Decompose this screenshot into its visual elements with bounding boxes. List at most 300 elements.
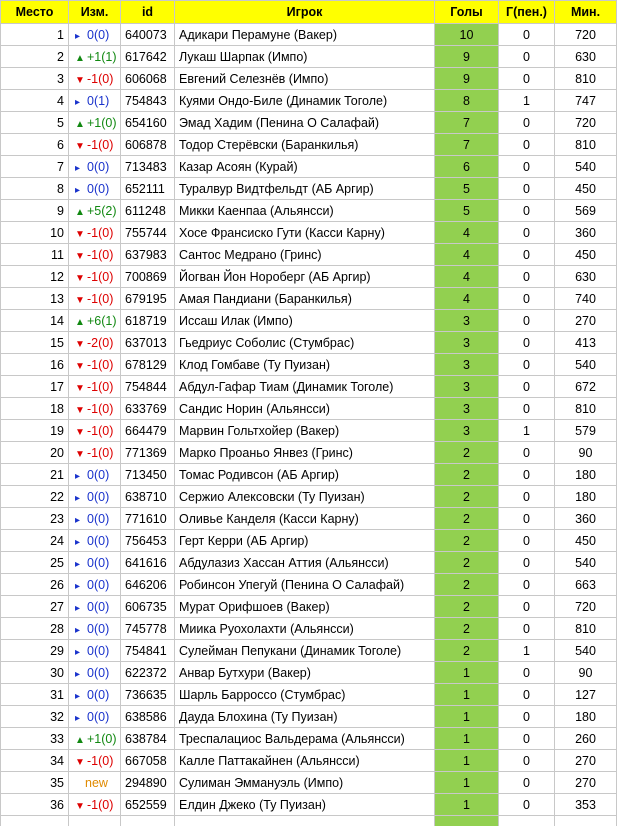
goals-cell: 9 [435, 46, 499, 68]
table-row[interactable] [1, 574, 617, 596]
minutes-cell: 569 [555, 200, 617, 222]
penalty-goals-cell: 0 [499, 618, 555, 640]
place-cell: 6 [1, 134, 69, 156]
col-header-place[interactable]: Место [1, 1, 69, 24]
place-cell: 3 [1, 68, 69, 90]
table-row[interactable] [1, 200, 617, 222]
minutes-cell: 127 [555, 684, 617, 706]
table-row[interactable] [1, 178, 617, 200]
minutes-cell: 540 [555, 156, 617, 178]
player-id-cell: 606735 [121, 596, 175, 618]
penalty-goals-cell: 0 [499, 134, 555, 156]
change-value: -1(0) [87, 754, 113, 768]
minutes-cell: 740 [555, 288, 617, 310]
goals-cell: 4 [435, 266, 499, 288]
change-cell [69, 68, 121, 90]
arrow-down-icon: ▼ [75, 295, 87, 306]
player-id-cell: 771610 [121, 508, 175, 530]
place-cell: 5 [1, 112, 69, 134]
player-id-cell: 618719 [121, 310, 175, 332]
change-value: -1(0) [87, 798, 113, 812]
col-header-id[interactable]: id [121, 1, 175, 24]
player-id-cell: 638784 [121, 728, 175, 750]
player-id-cell: 652111 [121, 178, 175, 200]
table-row[interactable] [1, 332, 617, 354]
place-cell: 32 [1, 706, 69, 728]
table-row[interactable] [1, 772, 617, 794]
table-row[interactable] [1, 618, 617, 640]
player-id-cell: 700869 [121, 266, 175, 288]
change-cell [69, 574, 121, 596]
change-cell [69, 420, 121, 442]
minutes-cell: 360 [555, 508, 617, 530]
table-row[interactable] [1, 24, 617, 46]
change-cell [69, 596, 121, 618]
header-row [1, 1, 617, 24]
player-name-cell: Микки Каенпаа (Альянсси) [175, 200, 435, 222]
arrow-right-icon: ▸ [75, 647, 87, 658]
place-cell: 15 [1, 332, 69, 354]
penalty-goals-cell: 0 [499, 574, 555, 596]
change-value: -1(0) [87, 292, 113, 306]
penalty-goals-cell: 0 [499, 376, 555, 398]
place-cell: 18 [1, 398, 69, 420]
table-row[interactable] [1, 442, 617, 464]
player-name-cell: Дауда Блохина (Ту Пуизан) [175, 706, 435, 728]
change-value: 0(0) [87, 556, 109, 570]
table-row[interactable] [1, 398, 617, 420]
change-cell [69, 442, 121, 464]
table-row[interactable] [1, 750, 617, 772]
arrow-down-icon: ▼ [75, 405, 87, 416]
table-row[interactable] [1, 530, 617, 552]
change-value: +6(1) [87, 314, 117, 328]
minutes-cell: 720 [555, 596, 617, 618]
new-badge: new [75, 776, 108, 790]
col-header-change[interactable]: Изм. [69, 1, 121, 24]
place-cell: 7 [1, 156, 69, 178]
minutes-cell: 720 [555, 112, 617, 134]
table-row[interactable] [1, 288, 617, 310]
minutes-cell: 270 [555, 772, 617, 794]
change-cell [69, 200, 121, 222]
change-cell [69, 486, 121, 508]
goals-cell: 5 [435, 178, 499, 200]
table-row[interactable] [1, 552, 617, 574]
place-cell: 12 [1, 266, 69, 288]
change-cell [69, 376, 121, 398]
player-name-cell: Адикари Перамуне (Вакер) [175, 24, 435, 46]
change-cell [69, 706, 121, 728]
goals-cell: 1 [435, 728, 499, 750]
goals-cell: 3 [435, 398, 499, 420]
minutes-cell: 630 [555, 266, 617, 288]
table-row[interactable] [1, 90, 617, 112]
penalty-goals-cell: 0 [499, 68, 555, 90]
arrow-down-icon: ▼ [75, 229, 87, 240]
goals-cell: 2 [435, 596, 499, 618]
change-cell [69, 398, 121, 420]
minutes-cell: 270 [555, 310, 617, 332]
change-value: +1(1) [87, 50, 117, 64]
table-row[interactable] [1, 46, 617, 68]
player-name-cell: Тодор Стерёвски (Баранкилья) [175, 134, 435, 156]
penalty-goals-cell: 0 [499, 684, 555, 706]
player-name-cell: Йогван Йон Нороберг (АБ Аргир) [175, 266, 435, 288]
goals-cell: 2 [435, 464, 499, 486]
arrow-down-icon: ▼ [75, 757, 87, 768]
arrow-right-icon: ▸ [75, 625, 87, 636]
place-cell: 1 [1, 24, 69, 46]
place-cell: 28 [1, 618, 69, 640]
change-value: 0(0) [87, 600, 109, 614]
change-value: -1(0) [87, 72, 113, 86]
player-name-cell: Анвар Бутхури (Вакер) [175, 662, 435, 684]
arrow-down-icon: ▼ [75, 383, 87, 394]
player-id-cell: 754841 [121, 640, 175, 662]
goals-cell: 3 [435, 354, 499, 376]
player-name-cell: Абдул-Гафар Тиам (Динамик Тоголе) [175, 376, 435, 398]
change-value: 0(0) [87, 622, 109, 636]
table-row[interactable] [1, 222, 617, 244]
col-header-minutes[interactable]: Мин. [555, 1, 617, 24]
arrow-down-icon: ▼ [75, 141, 87, 152]
minutes-cell: 810 [555, 68, 617, 90]
change-cell [69, 288, 121, 310]
place-cell: 16 [1, 354, 69, 376]
player-id-cell: 637013 [121, 332, 175, 354]
penalty-goals-cell: 0 [499, 310, 555, 332]
change-cell [69, 222, 121, 244]
penalty-goals-cell: 0 [499, 112, 555, 134]
change-value: 0(0) [87, 666, 109, 680]
place-cell: 21 [1, 464, 69, 486]
change-cell [69, 332, 121, 354]
table-row[interactable] [1, 134, 617, 156]
penalty-goals-cell: 0 [499, 530, 555, 552]
player-name-cell: Иссаш Илак (Импо) [175, 310, 435, 332]
player-name-cell: Марвин Гольтхойер (Вакер) [175, 420, 435, 442]
table-row[interactable] [1, 310, 617, 332]
change-cell [69, 728, 121, 750]
minutes-cell: 810 [555, 134, 617, 156]
penalty-goals-cell: 0 [499, 354, 555, 376]
minutes-cell: 90 [555, 662, 617, 684]
minutes-cell: 450 [555, 178, 617, 200]
penalty-goals-cell: 0 [499, 398, 555, 420]
change-value: -1(0) [87, 424, 113, 438]
change-value: +5(2) [87, 204, 117, 218]
player-id-cell: 667058 [121, 750, 175, 772]
change-cell [69, 310, 121, 332]
player-id-cell: 617642 [121, 46, 175, 68]
player-name-cell: Лукаш Шарпак (Импо) [175, 46, 435, 68]
player-id-cell: 652559 [121, 794, 175, 816]
goals-cell: 7 [435, 134, 499, 156]
change-value: 0(0) [87, 160, 109, 174]
arrow-right-icon: ▸ [75, 713, 87, 724]
place-cell: 26 [1, 574, 69, 596]
table-row[interactable] [1, 68, 617, 90]
minutes-cell: 353 [555, 794, 617, 816]
goals-cell: 2 [435, 618, 499, 640]
player-id-cell: 679195 [121, 288, 175, 310]
place-cell: 33 [1, 728, 69, 750]
arrow-down-icon: ▼ [75, 801, 87, 812]
minutes-cell: 270 [555, 750, 617, 772]
goals-cell: 2 [435, 508, 499, 530]
minutes-cell: 810 [555, 398, 617, 420]
table-row[interactable] [1, 508, 617, 530]
goals-cell: 2 [435, 442, 499, 464]
goals-cell: 8 [435, 90, 499, 112]
col-header-penalties[interactable]: Г(пен.) [499, 1, 555, 24]
minutes-cell: 747 [555, 90, 617, 112]
player-id-cell: 606878 [121, 134, 175, 156]
minutes-cell: 450 [555, 530, 617, 552]
arrow-right-icon: ▸ [75, 471, 87, 482]
minutes-cell: 540 [555, 552, 617, 574]
player-id-cell: 633769 [121, 398, 175, 420]
minutes-cell: 180 [555, 464, 617, 486]
change-cell [69, 552, 121, 574]
arrow-up-icon: ▲ [75, 119, 87, 130]
penalty-goals-cell: 0 [499, 24, 555, 46]
table-row[interactable] [1, 244, 617, 266]
change-cell [69, 662, 121, 684]
arrow-up-icon: ▲ [75, 207, 87, 218]
table-row[interactable] [1, 662, 617, 684]
player-name-cell: Евгений Селезнёв (Импо) [175, 68, 435, 90]
arrow-right-icon: ▸ [75, 163, 87, 174]
change-value: 0(0) [87, 644, 109, 658]
player-name-cell: Гьедриус Соболис (Стумбрас) [175, 332, 435, 354]
goals-cell: 2 [435, 552, 499, 574]
change-cell [69, 772, 121, 794]
player-name-cell: Герт Керри (АБ Аргир) [175, 530, 435, 552]
arrow-right-icon: ▸ [75, 669, 87, 680]
player-name-cell: Елдин Джеко (Ту Пуизан) [175, 794, 435, 816]
player-id-cell: 745778 [121, 618, 175, 640]
penalty-goals-cell: 0 [499, 244, 555, 266]
arrow-down-icon: ▼ [75, 75, 87, 86]
player-name-cell: Марко Проаньо Янвез (Гринс) [175, 442, 435, 464]
penalty-goals-cell: 0 [499, 552, 555, 574]
change-value: +1(0) [87, 732, 117, 746]
player-id-cell: 736635 [121, 684, 175, 706]
place-cell: 35 [1, 772, 69, 794]
goals-cell: 4 [435, 288, 499, 310]
goals-cell: 2 [435, 640, 499, 662]
arrow-down-icon: ▼ [75, 339, 87, 350]
change-value: 0(0) [87, 512, 109, 526]
table-row[interactable] [1, 376, 617, 398]
change-value: -1(0) [87, 270, 113, 284]
player-name-cell: Мурат Орифшоев (Вакер) [175, 596, 435, 618]
penalty-goals-cell: 0 [499, 486, 555, 508]
player-id-cell: 713450 [121, 464, 175, 486]
player-id-cell: 771369 [121, 442, 175, 464]
change-value: -1(0) [87, 358, 113, 372]
table-row[interactable] [1, 596, 617, 618]
player-name-cell: Амая Пандиани (Баранкилья) [175, 288, 435, 310]
goals-cell: 3 [435, 310, 499, 332]
arrow-up-icon: ▲ [75, 317, 87, 328]
player-id-cell: 646206 [121, 574, 175, 596]
change-cell [69, 750, 121, 772]
change-cell [69, 640, 121, 662]
change-value: -1(0) [87, 248, 113, 262]
player-id-cell: 754844 [121, 376, 175, 398]
table-row[interactable] [1, 354, 617, 376]
goals-cell: 1 [435, 662, 499, 684]
player-name-cell: Шарль Барроссо (Стумбрас) [175, 684, 435, 706]
change-value: +1(0) [87, 116, 117, 130]
player-name-cell: Клод Гомбаве (Ту Пуизан) [175, 354, 435, 376]
penalty-goals-cell: 0 [499, 156, 555, 178]
goals-cell: 2 [435, 530, 499, 552]
penalty-goals-cell: 0 [499, 266, 555, 288]
arrow-up-icon: ▲ [75, 735, 87, 746]
penalty-goals-cell: 0 [499, 222, 555, 244]
goals-cell: 3 [435, 332, 499, 354]
change-cell [69, 794, 121, 816]
penalty-goals-cell: 0 [499, 288, 555, 310]
place-cell: 13 [1, 288, 69, 310]
col-header-player[interactable]: Игрок [175, 1, 435, 24]
player-name-cell: Туралвур Видтфельдт (АБ Аргир) [175, 178, 435, 200]
goals-cell: 2 [435, 574, 499, 596]
change-cell [69, 464, 121, 486]
player-name-cell: Робинсон Упегуй (Пенина О Салафай) [175, 574, 435, 596]
arrow-up-icon: ▲ [75, 53, 87, 64]
place-cell: 30 [1, 662, 69, 684]
penalty-goals-cell: 1 [499, 90, 555, 112]
player-name-cell: Казар Асоян (Курай) [175, 156, 435, 178]
change-value: -1(0) [87, 226, 113, 240]
change-value: 0(0) [87, 578, 109, 592]
table-row[interactable] [1, 266, 617, 288]
change-value: 0(0) [87, 710, 109, 724]
table-row[interactable] [1, 706, 617, 728]
penalty-goals-cell: 0 [499, 728, 555, 750]
player-id-cell: 756453 [121, 530, 175, 552]
table-row[interactable] [1, 794, 617, 816]
player-id-cell: 622372 [121, 662, 175, 684]
goals-cell: 4 [435, 244, 499, 266]
table-row[interactable] [1, 684, 617, 706]
goals-cell: 1 [435, 684, 499, 706]
arrow-right-icon: ▸ [75, 185, 87, 196]
place-cell: 10 [1, 222, 69, 244]
minutes-cell: 540 [555, 354, 617, 376]
table-row[interactable] [1, 156, 617, 178]
table-row[interactable] [1, 420, 617, 442]
penalty-goals-cell: 0 [499, 332, 555, 354]
penalty-goals-cell: 0 [499, 794, 555, 816]
change-cell [69, 134, 121, 156]
change-value: 0(0) [87, 688, 109, 702]
minutes-cell: 413 [555, 332, 617, 354]
place-cell: 24 [1, 530, 69, 552]
table-row[interactable] [1, 728, 617, 750]
player-id-cell: 637983 [121, 244, 175, 266]
minutes-cell: 720 [555, 24, 617, 46]
change-value: 0(1) [87, 94, 109, 108]
player-id-cell: 638586 [121, 706, 175, 728]
change-cell [69, 156, 121, 178]
change-value: -1(0) [87, 402, 113, 416]
place-cell: 2 [1, 46, 69, 68]
player-id-cell: 755744 [121, 222, 175, 244]
place-cell: 8 [1, 178, 69, 200]
minutes-cell: 663 [555, 574, 617, 596]
player-id-cell: 754843 [121, 90, 175, 112]
change-value: 0(0) [87, 490, 109, 504]
change-cell [69, 112, 121, 134]
minutes-cell: 579 [555, 420, 617, 442]
penalty-goals-cell: 0 [499, 750, 555, 772]
table-row[interactable] [1, 112, 617, 134]
change-value: 0(0) [87, 182, 109, 196]
change-cell [69, 354, 121, 376]
place-cell: 23 [1, 508, 69, 530]
goals-cell: 4 [435, 222, 499, 244]
goals-cell: 1 [435, 772, 499, 794]
place-cell: 36 [1, 794, 69, 816]
table-row[interactable] [1, 640, 617, 662]
place-cell: 25 [1, 552, 69, 574]
player-name-cell: Хосе Франсиско Гути (Касси Карну) [175, 222, 435, 244]
minutes-cell: 360 [555, 222, 617, 244]
minutes-cell: 180 [555, 706, 617, 728]
goals-cell: 1 [435, 706, 499, 728]
table-row[interactable] [1, 486, 617, 508]
change-value: 0(0) [87, 468, 109, 482]
change-value: -2(0) [87, 336, 113, 350]
goals-cell: 1 [435, 794, 499, 816]
minutes-cell: 90 [555, 442, 617, 464]
player-id-cell: 638710 [121, 486, 175, 508]
minutes-cell: 180 [555, 486, 617, 508]
player-name-cell: Сантос Медрано (Гринс) [175, 244, 435, 266]
place-cell: 19 [1, 420, 69, 442]
minutes-cell: 260 [555, 728, 617, 750]
player-id-cell: 611248 [121, 200, 175, 222]
minutes-cell: 540 [555, 640, 617, 662]
player-id-cell: 654160 [121, 112, 175, 134]
minutes-cell: 810 [555, 618, 617, 640]
player-id-cell: 294890 [121, 772, 175, 794]
change-value: -1(0) [87, 446, 113, 460]
player-id-cell: 641616 [121, 552, 175, 574]
change-cell [69, 90, 121, 112]
penalty-goals-cell: 0 [499, 662, 555, 684]
penalty-goals-cell: 0 [499, 596, 555, 618]
place-cell: 22 [1, 486, 69, 508]
player-name-cell: Сержио Алексовски (Ту Пуизан) [175, 486, 435, 508]
player-name-cell: Абдулазиз Хассан Аттия (Альянсси) [175, 552, 435, 574]
penalty-goals-cell: 1 [499, 640, 555, 662]
change-value: -1(0) [87, 380, 113, 394]
arrow-right-icon: ▸ [75, 515, 87, 526]
table-row[interactable] [1, 464, 617, 486]
arrow-right-icon: ▸ [75, 559, 87, 570]
place-cell: 9 [1, 200, 69, 222]
penalty-goals-cell: 1 [499, 420, 555, 442]
place-cell: 27 [1, 596, 69, 618]
col-header-goals[interactable]: Голы [435, 1, 499, 24]
